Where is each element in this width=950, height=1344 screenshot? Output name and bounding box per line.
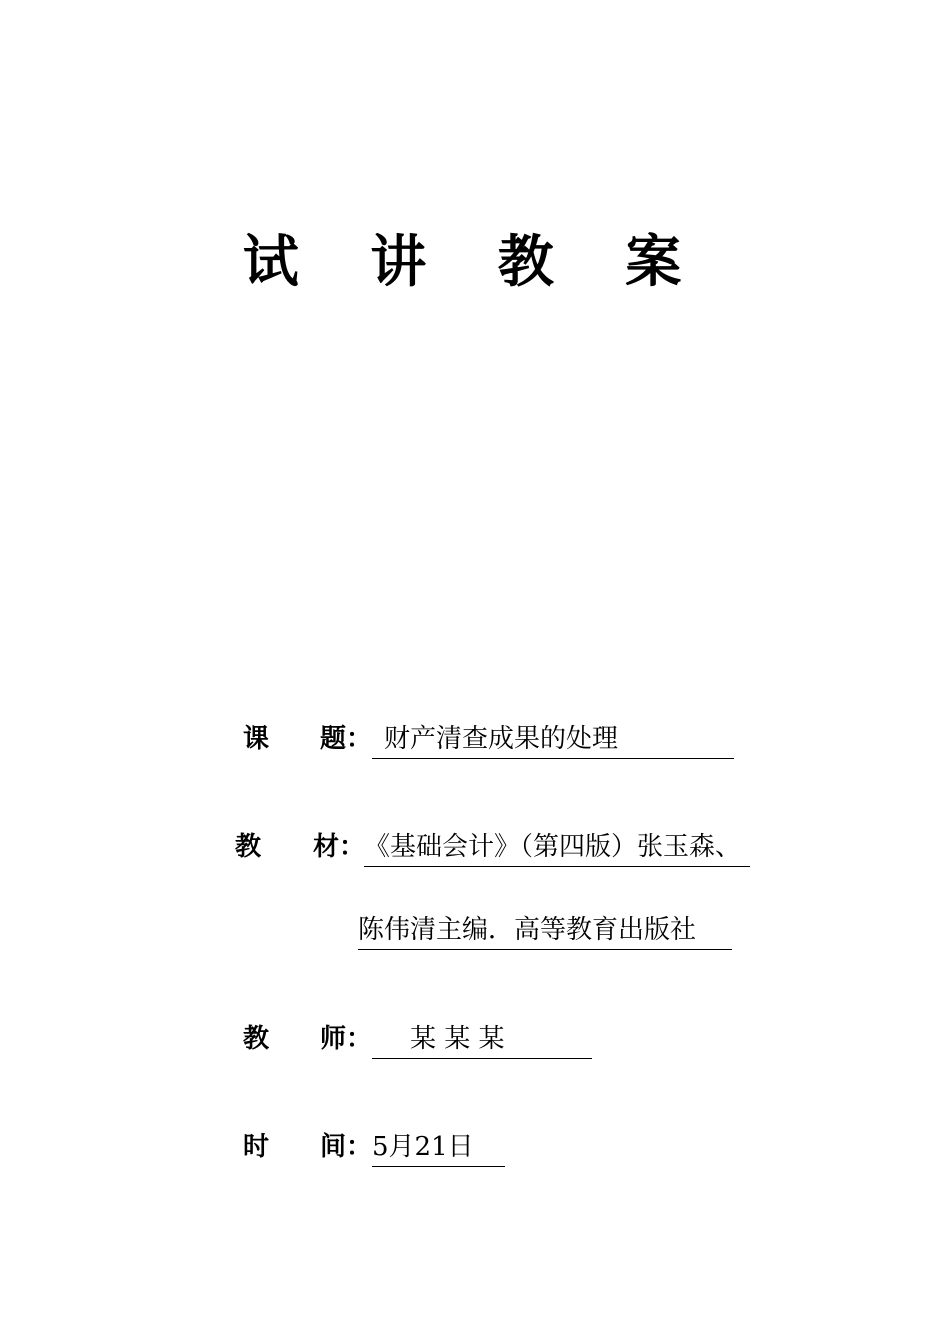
teacher-value-text: 某 某 某 <box>410 1024 505 1054</box>
textbook-label-char1: 教 <box>235 832 262 862</box>
topic-label-char1: 课 <box>243 724 270 754</box>
textbook-label-char2: 材： <box>313 832 366 862</box>
date-value <box>372 1130 505 1167</box>
teacher-label-char2: 师： <box>320 1024 373 1054</box>
textbook-row-continued <box>0 913 950 953</box>
teacher-row <box>0 1022 950 1062</box>
topic-value <box>372 722 734 759</box>
date-label-char2: 间： <box>320 1132 373 1162</box>
teacher-label-char1: 教 <box>243 1024 270 1054</box>
topic-row <box>0 722 950 762</box>
topic-value-text: 财产清查成果的处理 <box>384 724 619 754</box>
textbook-value-line2 <box>358 913 732 950</box>
document-title: 试 讲 教 案 <box>242 230 708 295</box>
textbook-value-line1-text: 《基础会计》（第四版）张玉森、 <box>364 832 742 862</box>
topic-label-char2: 题： <box>320 724 373 754</box>
textbook-row <box>0 830 950 870</box>
date-value-text: 5月21日 <box>372 1132 474 1162</box>
textbook-value-line1 <box>364 830 750 867</box>
date-row <box>0 1130 950 1170</box>
date-label-char1: 时 <box>243 1132 270 1162</box>
textbook-value-line2-text: 陈伟清主编．高等教育出版社 <box>358 915 697 945</box>
teacher-value <box>372 1022 592 1059</box>
